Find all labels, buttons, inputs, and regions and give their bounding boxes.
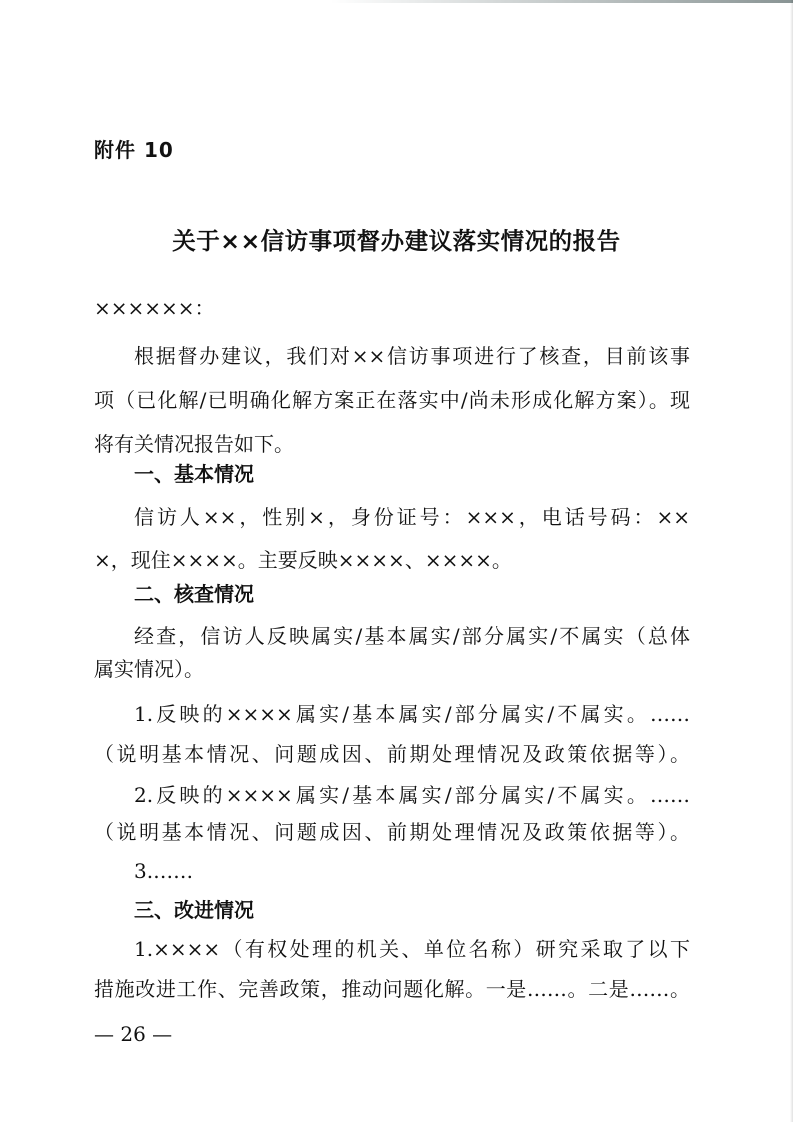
section-heading-basic: 一、基本情况: [134, 462, 254, 486]
attachment-label: 附件 10: [94, 138, 174, 162]
improve-line-2: 措施改进工作、完善政策，推动问题化解。一是……。二是……。: [94, 977, 690, 1001]
basic-line-1: 信访人××，性别×，身份证号：×××，电话号码：××: [134, 505, 690, 529]
improve-line-1: 1.××××（有权处理的机关、单位名称）研究采取了以下: [134, 937, 690, 961]
verify-item-1-note: （说明基本情况、问题成因、前期处理情况及政策依据等）。: [94, 742, 690, 766]
scan-edge-line: [330, 0, 793, 3]
section-heading-improve: 三、改进情况: [134, 898, 254, 922]
verify-item-3: 3.……: [134, 859, 194, 883]
intro-line-2: 项（已化解/已明确化解方案正在落实中/尚未形成化解方案）。现: [94, 388, 690, 412]
salutation: ××××××：: [94, 296, 215, 320]
verify-item-1: 1.反映的××××属实/基本属实/部分属实/不属实。……: [134, 702, 690, 726]
verify-item-2: 2.反映的××××属实/基本属实/部分属实/不属实。……: [134, 783, 690, 807]
intro-line-1: 根据督办建议，我们对××信访事项进行了核查，目前该事: [134, 344, 690, 368]
verify-item-2-note: （说明基本情况、问题成因、前期处理情况及政策依据等）。: [94, 820, 690, 844]
section-heading-verify: 二、核查情况: [134, 582, 254, 606]
basic-line-2: ×，现住××××。主要反映××××、××××。: [94, 548, 512, 572]
intro-line-3: 将有关情况报告如下。: [94, 432, 294, 456]
verify-line-1: 经查，信访人反映属实/基本属实/部分属实/不属实（总体: [134, 624, 690, 648]
page-number: — 26 —: [94, 1022, 173, 1046]
document-title: 关于××信访事项督办建议落实情况的报告: [172, 227, 621, 255]
verify-line-2: 属实情况）。: [94, 657, 204, 681]
